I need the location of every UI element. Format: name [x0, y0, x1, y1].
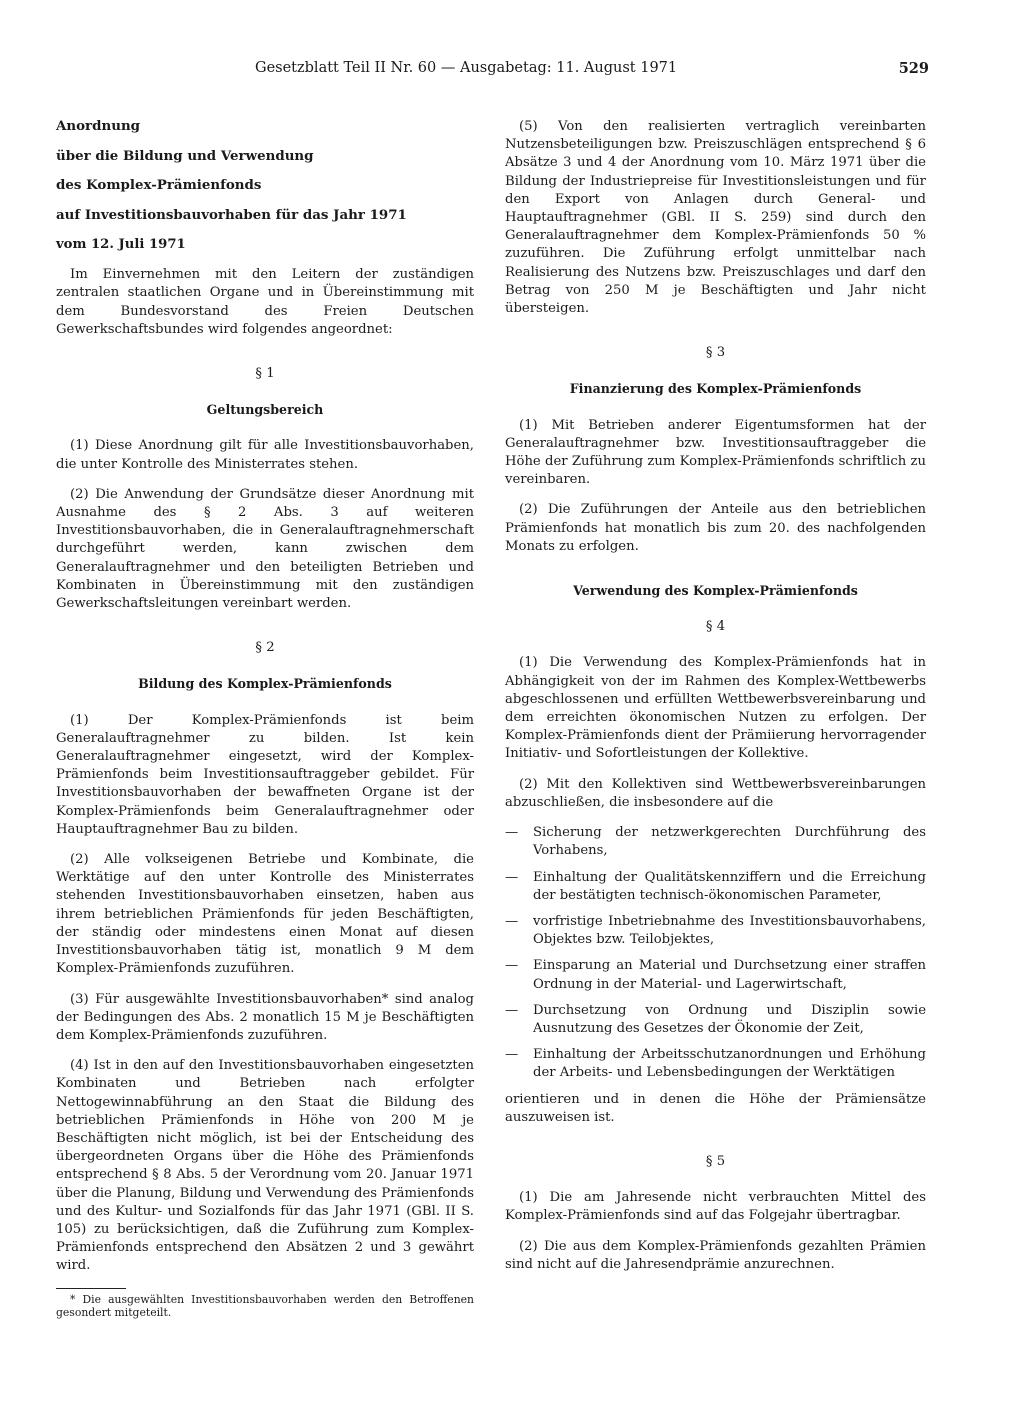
section-number: § 3: [705, 345, 726, 361]
list-item: — Durchsetzung von Ordnung und Disziplin sowie Ausnutzung des Gesetzes der Ökonomie der Zeit,: [505, 1002, 926, 1038]
doc-title-line: des Komplex-Prämienfonds: [56, 177, 262, 193]
paragraph: (1) Die am Jahresende nicht verbrauchten Mittel des Komplex-Prämienfonds sind auf das Folgejahr übertragbar.: [505, 1190, 926, 1224]
paragraph: orientieren und in denen die Höhe der Prämiensätze auszuweisen ist.: [505, 1091, 926, 1125]
right-column: [505, 118, 926, 1286]
list-item: — Einhaltung der Arbeitsschutzanordnungen und Erhöhung der Arbeits- und Lebensbedingungen der Werktätigen: [505, 1046, 926, 1082]
doc-title-line: über die Bildung und Verwendung: [56, 147, 314, 164]
paragraph: (2) Alle volkseigenen Betriebe und Kombinate, die Werktätige auf den unter Kontrolle des Ministerrates stehenden Investitionsbauvorhaben einsetzen, haben aus ihrem betrieblichen Prämienfonds für jeden Beschäftigten, der ständig oder mindestens einen Monat auf diesen Investitionsbauvorhaben tätig ist, monatlich 9 M dem Komplex-Prämienfonds zuzuführen.: [56, 852, 474, 977]
list-item: — Einhaltung der Qualitätskennziffern und die Erreichung der bestätigten technisch-ökonomischen Parameter,: [505, 869, 926, 905]
section-title: Bildung des Komplex-Prämienfonds: [138, 676, 392, 692]
paragraph: (2) Die Anwendung der Grundsätze dieser Anordnung mit Ausnahme des § 2 Abs. 3 auf weiteren Investitionsbauvorhaben, die in Generalauftragnehmerschaft durchgeführt werden, kann zwischen dem Generalauftragnehmer und den beteiligten Betrieben und Kombinaten in Übereinstimmung mit den zuständigen Gewerkschaftsleitungen vereinbart werden.: [56, 486, 474, 612]
gazette-title: Gesetzblatt Teil II Nr. 60 — Ausgabetag: 11. August 1971: [255, 60, 678, 76]
paragraph: (2) Die Zuführungen der Anteile aus den betrieblichen Prämienfonds hat monatlich bis zum 20. des nachfolgenden Monats zu erfolgen.: [505, 502, 926, 554]
paragraph: (2) Die aus dem Komplex-Prämienfonds gezahlten Prämien sind nicht auf die Jahresendprämie anzurechnen.: [505, 1238, 926, 1272]
section-title: Verwendung des Komplex-Prämienfonds: [573, 583, 858, 599]
section-number: § 1: [255, 366, 275, 382]
paragraph: (1) Diese Anordnung gilt für alle Investitionsbauvorhaben, die unter Kontrolle des Ministerrates stehen.: [56, 438, 474, 472]
doc-title-line: auf Investitionsbauvorhaben für das Jahr 1971: [56, 206, 407, 223]
paragraph: (5) Von den realisierten vertraglich vereinbarten Nutzensbeteiligungen bzw. Preiszuschlägen entsprechend § 6 Absätze 3 und 4 der Anordnung vom 10. März 1971 über die Bildung der Industriepreise für Investitionsleistungen und für den Export von Anlagen durch General- und Hauptauftragnehmer (GBl. II S. 259) sind durch den Generalauftragnehmer dem Komplex-Prämienfonds 50 % zuzuführen. Die Zuführung erfolgt unmittelbar nach Realisierung des Nutzens bzw. Preiszuschlages und darf den Betrag von 250 M je Beschäftigten und Jahr nicht übersteigen.: [505, 119, 926, 317]
doc-title-line: Anordnung: [56, 118, 141, 134]
requirement-list: [505, 824, 926, 1082]
section-title: Finanzierung des Komplex-Prämienfonds: [569, 381, 862, 397]
paragraph: (1) Die Verwendung des Komplex-Prämienfonds hat in Abhängigkeit von der im Rahmen des Komplex-Wettbewerbs abgeschlossenen und erfüllten Wettbewerbsvereinbarung und dem erreichten ökonomischen Nutzen zu erfolgen. Der Komplex-Prämienfonds dient der Prämiierung hervorragender Initiativ- und Sofortleistungen der Kollektive.: [505, 655, 926, 762]
paragraph: (1) Der Komplex-Prämienfonds ist beim Generalauftragnehmer zu bilden. Ist kein Generalauftragnehmer eingesetzt, wird der Komplex-Prämienfonds beim Investitionsauftraggeber gebildet. Für Investitionsbauvorhaben der bewaffneten Organe ist der Komplex-Prämienfonds beim Generalauftragnehmer oder Hauptauftragnehmer Bau zu bilden.: [56, 712, 474, 837]
list-item: — vorfristige Inbetriebnahme des Investitionsbauvorhabens, Objektes bzw. Teilobjektes,: [505, 913, 926, 949]
section-number: § 2: [255, 640, 275, 656]
paragraph: (1) Mit Betrieben anderer Eigentumsformen hat der Generalauftragnehmer bzw. Investitionsauftraggeber die Höhe der Zuführung zum Komplex-Prämienfonds schriftlich zu vereinbaren.: [505, 417, 926, 488]
section-title: Geltungsbereich: [206, 402, 324, 418]
page-number: 529: [898, 60, 929, 77]
paragraph: (2) Mit den Kollektiven sind Wettbewerbsvereinbarungen abzuschließen, die insbesondere auf die: [505, 776, 926, 810]
paragraph: (4) Ist in den auf den Investitionsbauvorhaben eingesetzten Kombinaten und Betrieben nach erfolgter Nettogewinnabführung an den Staat die Bildung des betrieblichen Prämienfonds in Höhe von 200 M je Beschäftigten nicht möglich, ist bei der Entscheidung des übergeordneten Organs über die Höhe des Prämienfonds entsprechend § 8 Abs. 5 der Verordnung vom 20. Januar 1971 über die Planung, Bildung und Verwendung des Prämienfonds und des Kultur- und Sozialfonds für das Jahr 1971 (GBl. II S. 105) zu berücksichtigen, daß die Zuführung zum Komplex-Prämienfonds entsprechend den Absätzen 2 und 3 gewährt wird.: [56, 1058, 474, 1274]
footnote-divider: [56, 1288, 126, 1289]
list-item: — Sicherung der netzwerkgerechten Durchführung des Vorhabens,: [505, 824, 926, 860]
left-column: [56, 118, 474, 1331]
doc-date: vom 12. Juli 1971: [56, 237, 186, 252]
section-number: § 4: [705, 619, 726, 635]
list-item: — Einsparung an Material und Durchsetzung einer straffen Ordnung in der Material- und Lagerwirtschaft,: [505, 957, 926, 993]
page-header: [255, 60, 929, 82]
paragraph: (3) Für ausgewählte Investitionsbauvorhaben* sind analog der Bedingungen des Abs. 2 monatlich 15 M je Beschäftigten dem Komplex-Prämienfonds zuzuführen.: [56, 991, 474, 1043]
section-number: § 5: [705, 1153, 726, 1169]
preamble: Im Einvernehmen mit den Leitern der zuständigen zentralen staatlichen Organe und in Übereinstimmung mit dem Bundesvorstand des Freien Deutschen Gewerkschaftsbundes wird folgendes angeordnet:: [56, 267, 474, 337]
footnote: * Die ausgewählten Investitionsbauvorhaben werden den Betroffenen gesondert mitgeteilt.: [56, 1292, 474, 1319]
